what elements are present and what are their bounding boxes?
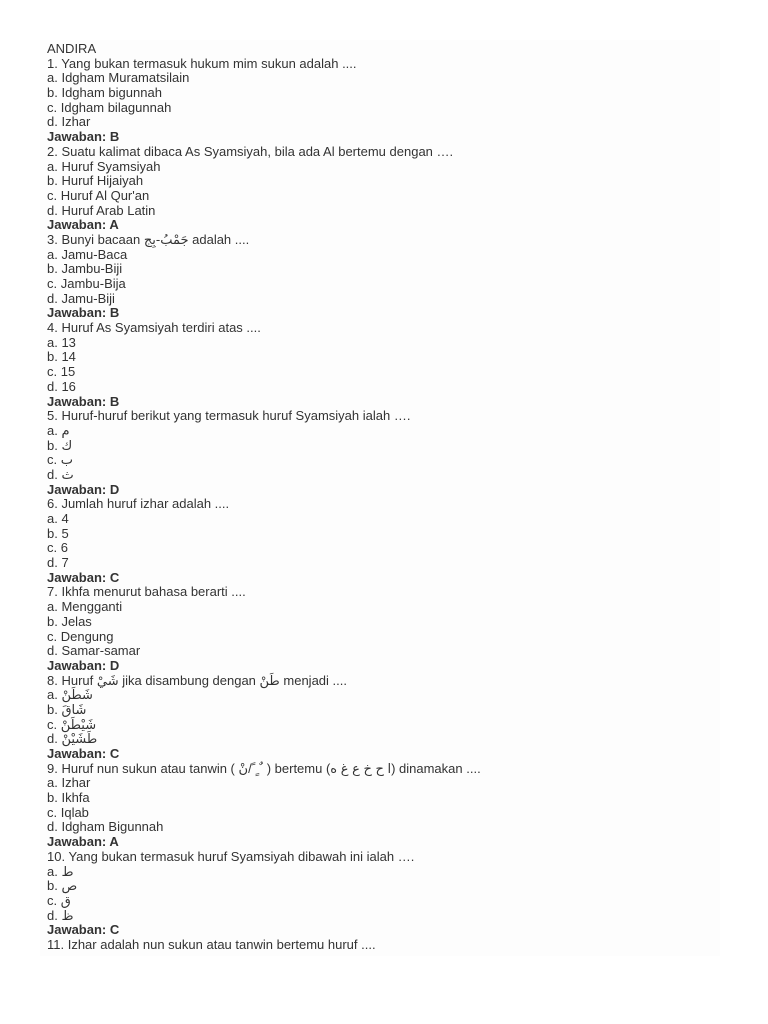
option-text: d. 7: [47, 555, 69, 571]
option-text: b. Idgham bigunnah: [47, 85, 162, 101]
option-text: d. Jamu-Biji: [47, 290, 115, 306]
option-text: b. Ikhfa: [47, 790, 90, 806]
question-text: 7. Ikhfa menurut bahasa berarti ....: [47, 584, 246, 600]
question-text: 9. Huruf nun sukun atau tanwin ( نْ/ ً ٍ ٌ ) bertemu (ا ح خ ع غ ه) dinamakan ....: [47, 760, 481, 776]
option-text: b. 14: [47, 349, 76, 365]
question-text: 2. Suatu kalimat dibaca As Syamsiyah, bila ada Al bertemu dengan ….: [47, 143, 454, 159]
option-text: c. ب: [47, 452, 73, 468]
option-text: b. شَاقَ: [47, 701, 87, 717]
answer-key: Jawaban: A: [47, 217, 119, 233]
answer-key: Jawaban: B: [47, 129, 120, 145]
question-text: 4. Huruf As Syamsiyah terdiri atas ....: [47, 320, 261, 336]
question-text: 8. Huruf شَيْ jika disambung dengan طَنْ menjadi ....: [47, 672, 347, 688]
question-text: 6. Jumlah huruf izhar adalah ....: [47, 496, 230, 512]
option-text: c. Iqlab: [47, 804, 89, 820]
answer-key: Jawaban: D: [47, 657, 120, 673]
option-text: a. Idgham Muramatsilain: [47, 70, 190, 86]
option-text: c. 6: [47, 540, 68, 556]
option-text: a. ط: [47, 863, 74, 879]
option-text: d. Izhar: [47, 114, 91, 130]
option-text: a. Izhar: [47, 775, 91, 791]
option-text: a. Mengganti: [47, 599, 123, 615]
option-text: d. ث: [47, 466, 74, 482]
answer-key: Jawaban: C: [47, 922, 120, 938]
answer-key: Jawaban: A: [47, 834, 119, 850]
option-text: c. Idgham bilagunnah: [47, 99, 172, 115]
quiz-list: [47, 57, 720, 953]
question-text: 10. Yang bukan termasuk huruf Syamsiyah dibawah ini ialah ….: [47, 848, 415, 864]
question-text: 11. Izhar adalah nun sukun atau tanwin bertemu huruf ....: [47, 936, 376, 952]
option-text: a. 13: [47, 334, 76, 350]
option-text: a. شَطَنْ: [47, 687, 93, 703]
answer-key: Jawaban: C: [47, 569, 120, 585]
option-text: c. Jambu-Bija: [47, 276, 126, 291]
answer-key: Jawaban: B: [47, 393, 120, 409]
question-text: 1. Yang bukan termasuk hukum mim sukun adalah ....: [47, 55, 357, 71]
option-text: b. Jelas: [47, 613, 92, 629]
option-text: a. 4: [47, 511, 69, 526]
answer-key: Jawaban: B: [47, 305, 120, 321]
option-text: d. Huruf Arab Latin: [47, 202, 156, 218]
option-text: d. طَشَيْنْ: [47, 731, 98, 747]
question-text: 5. Huruf-huruf berikut yang termasuk huruf Syamsiyah ialah ….: [47, 408, 411, 424]
option-text: c. Dengung: [47, 628, 114, 644]
option-text: b. Huruf Hijaiyah: [47, 173, 144, 189]
answer-key: Jawaban: D: [47, 481, 120, 497]
document-page: [40, 40, 720, 956]
question-text: 3. Bunyi bacaan جَمْبُ-بِج adalah ....: [47, 231, 250, 247]
option-text: a. Jamu-Baca: [47, 246, 128, 262]
option-text: c. شَيْطَنْ: [47, 716, 97, 732]
option-text: b. Jambu-Biji: [47, 261, 123, 277]
option-text: b. 5: [47, 525, 69, 541]
option-text: a. Huruf Syamsiyah: [47, 158, 161, 174]
option-text: c. Huruf Al Qur'an: [47, 187, 150, 203]
answer-key: Jawaban: C: [47, 746, 120, 761]
option-text: a. م: [47, 422, 70, 438]
option-text: b. ص: [47, 878, 78, 894]
document-title: ANDIRA: [47, 41, 97, 56]
option-text: d. Idgham Bigunnah: [47, 819, 164, 835]
option-text: d. Samar-samar: [47, 643, 141, 659]
option-text: b. ك: [47, 437, 73, 453]
option-text: d. ظ: [47, 907, 74, 923]
option-text: c. ق: [47, 892, 71, 908]
option-text: d. 16: [47, 378, 76, 394]
option-text: c. 15: [47, 364, 76, 380]
